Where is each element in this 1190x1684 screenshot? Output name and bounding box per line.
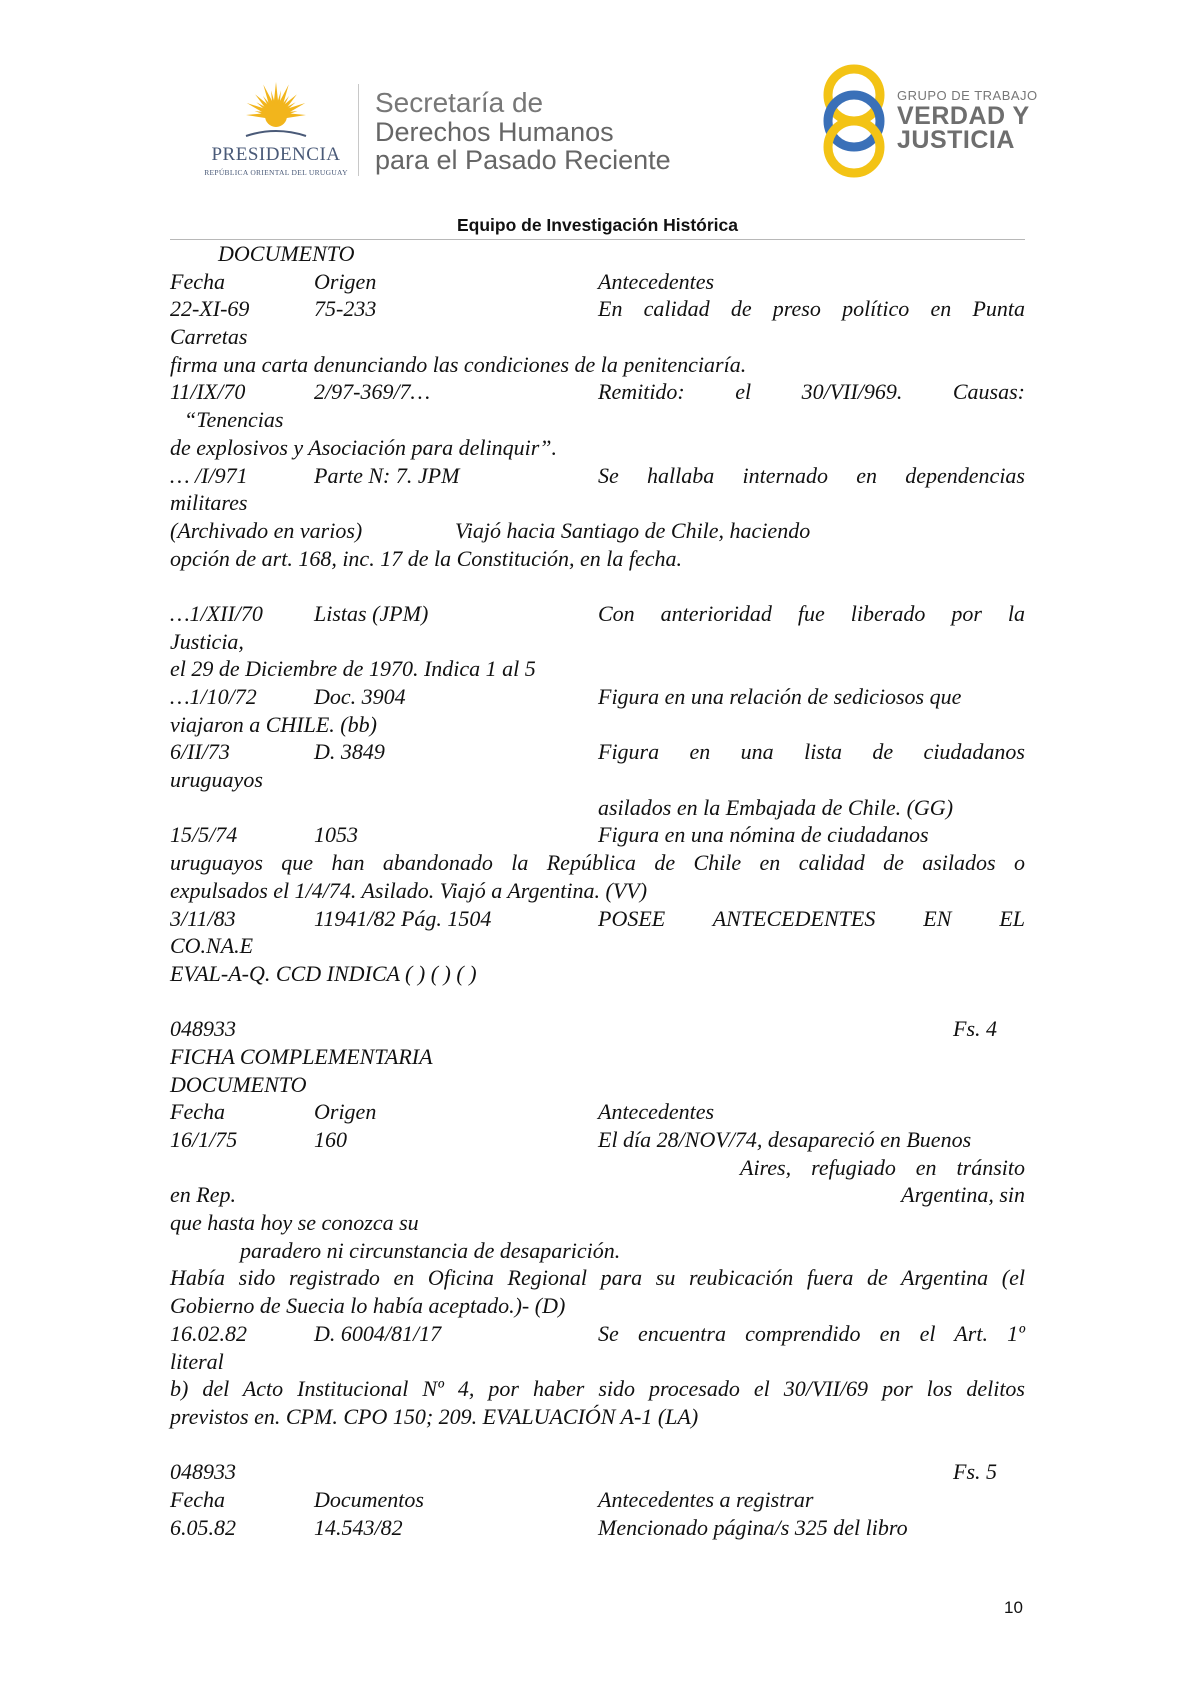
col-antecedentes-header: Antecedentes bbox=[598, 1099, 715, 1125]
record-fecha: 3/11/83 bbox=[170, 905, 236, 931]
record-row bbox=[170, 462, 1025, 490]
presidencia-wordmark: PRESIDENCIA bbox=[211, 144, 341, 165]
col-origen-header: Origen bbox=[314, 268, 377, 294]
record-fecha: 11/IX/70 bbox=[170, 379, 246, 405]
record-antecedentes: Con anterioridad fue liberado por la bbox=[598, 600, 1025, 626]
col-fecha-header: Fecha bbox=[170, 1486, 225, 1512]
document-body bbox=[170, 240, 1025, 1541]
text-fragment: Aires, refugiado en tránsito bbox=[740, 1154, 1025, 1180]
col-antecedentes-header: Antecedentes a registrar bbox=[598, 1486, 814, 1512]
col-antecedentes-header: Antecedentes bbox=[598, 268, 715, 294]
record-origen: 11941/82 Pág. 1504 bbox=[314, 905, 492, 931]
record-fecha: … /I/971 bbox=[170, 462, 248, 488]
folio-line bbox=[170, 1015, 1025, 1043]
record-row bbox=[170, 1320, 1025, 1348]
record-origen: Doc. 3904 bbox=[314, 684, 406, 709]
record-antecedentes: Se hallaba internado en dependencias bbox=[598, 462, 1025, 488]
col-documentos-header: Documentos bbox=[314, 1486, 424, 1512]
record-fecha: 6.05.82 bbox=[170, 1514, 236, 1540]
presidencia-subtitle: REPÚBLICA ORIENTAL DEL URUGUAY bbox=[204, 168, 348, 177]
record-row bbox=[170, 1126, 1025, 1154]
folio-id: 048933 bbox=[170, 1459, 236, 1485]
text-line: Gobierno de Suecia lo había aceptado.)- (D) bbox=[170, 1293, 566, 1319]
text-line: b) del Acto Institucional Nº 4, por haber sido procesado el 30/VII/69 por los delitos bbox=[170, 1376, 1025, 1402]
record-origen: 2/97-369/7… bbox=[314, 379, 431, 405]
secretaria-line-2: Derechos Humanos bbox=[375, 117, 614, 147]
record-origen: 75-233 bbox=[314, 296, 377, 322]
gt-line-3: JUSTICIA bbox=[897, 126, 1015, 154]
record-antecedentes: El día 28/NOV/74, desapareció en Buenos bbox=[598, 1127, 972, 1152]
text-fragment: (Archivado en varios) bbox=[170, 517, 363, 543]
text-line: “Tenencias bbox=[184, 407, 284, 433]
col-fecha-header: Fecha bbox=[170, 268, 225, 294]
text-fragment: en Rep. bbox=[170, 1182, 236, 1208]
folio-number: Fs. 4 bbox=[953, 1016, 997, 1042]
record-antecedentes: Remitido: el 30/VII/969. Causas: bbox=[598, 379, 1025, 405]
text-fragment: Viajó hacia Santiago de Chile, haciendo bbox=[455, 517, 811, 543]
text-line: literal bbox=[170, 1348, 224, 1374]
fs4-header-row bbox=[170, 1098, 1025, 1126]
spacer bbox=[170, 1431, 1025, 1459]
record-fecha: 16.02.82 bbox=[170, 1320, 247, 1346]
text-line bbox=[170, 794, 1025, 822]
text-line: viajaron a CHILE. (bb) bbox=[170, 711, 377, 737]
text-line: militares bbox=[170, 490, 248, 516]
record-row bbox=[170, 738, 1025, 766]
text-line: expulsados el 1/4/74. Asilado. Viajó a Argentina. (VV) bbox=[170, 877, 648, 903]
text-line: el 29 de Diciembre de 1970. Indica 1 al 5 bbox=[170, 656, 536, 682]
record-antecedentes: Se encuentra comprendido en el Art. 1º bbox=[598, 1320, 1025, 1346]
secretaria-logo-text bbox=[375, 88, 671, 174]
record-row bbox=[170, 600, 1025, 628]
section-title: FICHA COMPLEMENTARIA bbox=[170, 1043, 433, 1069]
record-origen: D. 3849 bbox=[314, 739, 385, 765]
record-fecha: 16/1/75 bbox=[170, 1127, 238, 1152]
record-fecha: …1/XII/70 bbox=[170, 600, 263, 626]
record-origen: 1053 bbox=[314, 822, 358, 848]
spacer bbox=[170, 988, 1025, 1016]
col-origen-header: Origen bbox=[314, 1099, 377, 1125]
record-row bbox=[170, 378, 1025, 406]
gt-line-2: VERDAD Y bbox=[897, 102, 1030, 130]
fs5-header-row bbox=[170, 1486, 1025, 1514]
team-heading: Equipo de Investigación Histórica bbox=[456, 215, 739, 235]
text-line: previstos en. CPM. CPO 150; 209. EVALUACIÓN A-1 (LA) bbox=[170, 1403, 699, 1429]
text-fragment: asilados en la Embajada de Chile. (GG) bbox=[598, 794, 954, 820]
text-line: Justicia, bbox=[170, 628, 244, 654]
text-line: firma una carta denunciando las condiciones de la penitenciaría. bbox=[170, 351, 747, 377]
section-heading: DOCUMENTO bbox=[170, 1071, 307, 1097]
spacer bbox=[170, 572, 1025, 600]
record-row bbox=[170, 905, 1025, 933]
doc1-header-row bbox=[170, 268, 1025, 296]
record-antecedentes: POSEE ANTECEDENTES EN EL bbox=[598, 905, 1025, 931]
record-antecedentes: En calidad de preso político en Punta bbox=[598, 296, 1025, 322]
record-row bbox=[170, 683, 1025, 711]
doc1-heading: DOCUMENTO bbox=[218, 241, 355, 266]
record-origen: Parte N: 7. JPM bbox=[314, 462, 460, 488]
text-line: Había sido registrado en Oficina Regional para su reubicación fuera de Argentina (el bbox=[170, 1265, 1025, 1291]
text-line: CO.NA.E bbox=[170, 933, 254, 959]
record-fecha: 15/5/74 bbox=[170, 822, 238, 848]
presidencia-logo bbox=[196, 80, 356, 180]
text-line bbox=[170, 1181, 1025, 1209]
header-divider bbox=[358, 84, 359, 176]
text-line: uruguayos que han abandonado la República de Chile en calidad de asilados o bbox=[170, 850, 1025, 876]
text-line: EVAL-A-Q. CCD INDICA ( ) ( ) ( ) bbox=[170, 960, 477, 986]
record-origen: Listas (JPM) bbox=[314, 600, 429, 626]
text-line: de explosivos y Asociación para delinquir”. bbox=[170, 434, 557, 460]
page-number: 10 bbox=[1004, 1598, 1023, 1617]
record-fecha: 6/II/73 bbox=[170, 739, 230, 765]
secretaria-line-1: Secretaría de bbox=[375, 87, 544, 118]
text-line bbox=[170, 517, 1025, 545]
text-fragment: Argentina, sin bbox=[901, 1182, 1025, 1208]
doc1-heading-line bbox=[170, 240, 1025, 268]
text-line: uruguayos bbox=[170, 767, 263, 793]
verdad-justicia-logo-text bbox=[897, 88, 1038, 152]
record-antecedentes: Mencionado página/s 325 del libro bbox=[598, 1514, 908, 1540]
record-row bbox=[170, 295, 1025, 323]
record-documento: 14.543/82 bbox=[314, 1514, 403, 1540]
record-fecha: …1/10/72 bbox=[170, 684, 257, 709]
record-origen: D. 6004/81/17 bbox=[314, 1320, 442, 1346]
text-line: paradero ni circunstancia de desaparición. bbox=[240, 1237, 621, 1263]
record-row bbox=[170, 821, 1025, 849]
gt-line-1: GRUPO DE TRABAJO bbox=[897, 88, 1038, 103]
record-antecedentes: Figura en una nómina de ciudadanos bbox=[598, 822, 929, 848]
secretaria-line-3: para el Pasado Reciente bbox=[375, 145, 671, 175]
folio-id: 048933 bbox=[170, 1016, 236, 1042]
record-row bbox=[170, 1514, 1025, 1542]
folio-line bbox=[170, 1458, 1025, 1486]
col-fecha-header: Fecha bbox=[170, 1099, 225, 1125]
record-origen: 160 bbox=[314, 1127, 347, 1152]
folio-number: Fs. 5 bbox=[953, 1459, 997, 1485]
sun-icon bbox=[196, 80, 356, 144]
record-fecha: 22-XI-69 bbox=[170, 296, 250, 322]
text-line: opción de art. 168, inc. 17 de la Constitución, en la fecha. bbox=[170, 545, 683, 571]
text-line bbox=[170, 1154, 1025, 1182]
text-line: que hasta hoy se conozca su bbox=[170, 1210, 419, 1236]
record-antecedentes: Figura en una relación de sediciosos que bbox=[598, 684, 962, 709]
text-line: Carretas bbox=[170, 324, 248, 350]
record-antecedentes: Figura en una lista de ciudadanos bbox=[598, 739, 1025, 765]
